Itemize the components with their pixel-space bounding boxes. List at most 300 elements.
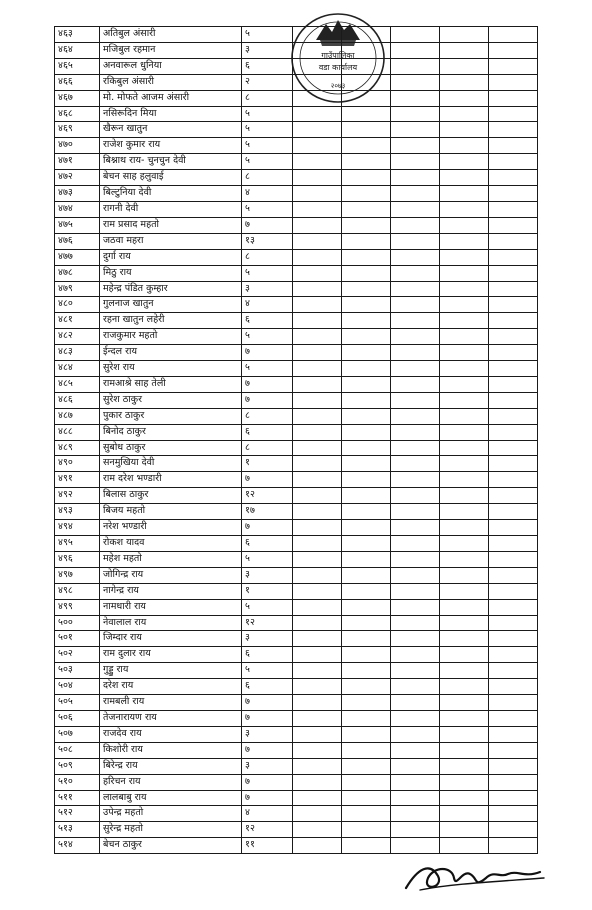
table-row — [55, 361, 538, 377]
empty-cell — [391, 599, 440, 615]
empty-cell — [391, 345, 440, 361]
empty-cell — [440, 726, 489, 742]
serial-number-cell: ५०६ — [55, 710, 100, 726]
empty-cell — [342, 504, 391, 520]
empty-cell — [293, 201, 342, 217]
table-row — [55, 774, 538, 790]
empty-cell — [489, 822, 538, 838]
serial-number-cell: ४९७ — [55, 567, 100, 583]
name-cell: किशोरी राय — [100, 742, 242, 758]
empty-cell — [489, 758, 538, 774]
empty-cell — [440, 504, 489, 520]
serial-number-cell: ५१३ — [55, 822, 100, 838]
name-cell: सुरेश ठाकुर — [100, 392, 242, 408]
serial-number-cell: ४८८ — [55, 424, 100, 440]
empty-cell — [342, 822, 391, 838]
empty-cell — [391, 170, 440, 186]
table-row — [55, 567, 538, 583]
table-row — [55, 217, 538, 233]
empty-cell — [440, 583, 489, 599]
table-row — [55, 679, 538, 695]
empty-cell — [342, 663, 391, 679]
empty-cell — [293, 838, 342, 854]
empty-cell — [293, 822, 342, 838]
quantity-cell: ३ — [242, 726, 293, 742]
empty-cell — [489, 90, 538, 106]
empty-cell — [489, 806, 538, 822]
name-cell: बेचन साह हलुवाई — [100, 170, 242, 186]
name-cell: महेन्द्र पंडित कुम्हार — [100, 281, 242, 297]
empty-cell — [293, 154, 342, 170]
name-cell: नसिरूदिन मिया — [100, 106, 242, 122]
name-cell: मजिबुल रहमान — [100, 42, 242, 58]
empty-cell — [391, 504, 440, 520]
quantity-cell: ६ — [242, 424, 293, 440]
empty-cell — [489, 488, 538, 504]
serial-number-cell: ५१० — [55, 774, 100, 790]
table-row — [55, 822, 538, 838]
empty-cell — [391, 695, 440, 711]
empty-cell — [489, 679, 538, 695]
empty-cell — [293, 249, 342, 265]
empty-cell — [293, 647, 342, 663]
empty-cell — [342, 583, 391, 599]
serial-number-cell: ४७२ — [55, 170, 100, 186]
name-cell: राजकुमार महतो — [100, 329, 242, 345]
empty-cell — [342, 599, 391, 615]
empty-cell — [440, 615, 489, 631]
table-row — [55, 313, 538, 329]
empty-cell — [489, 58, 538, 74]
serial-number-cell: ४८९ — [55, 440, 100, 456]
empty-cell — [440, 488, 489, 504]
quantity-cell: १७ — [242, 504, 293, 520]
empty-cell — [440, 424, 489, 440]
table-row — [55, 647, 538, 663]
table-row — [55, 249, 538, 265]
table-row — [55, 186, 538, 202]
empty-cell — [440, 106, 489, 122]
empty-cell — [342, 392, 391, 408]
empty-cell — [489, 138, 538, 154]
serial-number-cell: ४८१ — [55, 313, 100, 329]
empty-cell — [342, 201, 391, 217]
name-cell: लालबाबु राय — [100, 790, 242, 806]
quantity-cell: ५ — [242, 663, 293, 679]
empty-cell — [293, 790, 342, 806]
serial-number-cell: ४९६ — [55, 551, 100, 567]
quantity-cell: ३ — [242, 567, 293, 583]
empty-cell — [489, 376, 538, 392]
empty-cell — [440, 567, 489, 583]
empty-cell — [489, 408, 538, 424]
empty-cell — [342, 345, 391, 361]
name-cell: मो. मोफते आजम अंसारी — [100, 90, 242, 106]
serial-number-cell: ४९२ — [55, 488, 100, 504]
table-row — [55, 504, 538, 520]
empty-cell — [293, 392, 342, 408]
quantity-cell: ५ — [242, 265, 293, 281]
table-row — [55, 599, 538, 615]
empty-cell — [489, 265, 538, 281]
empty-cell — [342, 567, 391, 583]
empty-cell — [489, 790, 538, 806]
quantity-cell: ५ — [242, 361, 293, 377]
empty-cell — [293, 313, 342, 329]
empty-cell — [293, 58, 342, 74]
serial-number-cell: ४९४ — [55, 520, 100, 536]
quantity-cell: ७ — [242, 345, 293, 361]
empty-cell — [293, 695, 342, 711]
empty-cell — [489, 201, 538, 217]
empty-cell — [440, 265, 489, 281]
empty-cell — [440, 520, 489, 536]
empty-cell — [342, 726, 391, 742]
signature — [400, 848, 550, 898]
empty-cell — [293, 170, 342, 186]
quantity-cell: ७ — [242, 742, 293, 758]
empty-cell — [342, 456, 391, 472]
empty-cell — [489, 567, 538, 583]
empty-cell — [440, 663, 489, 679]
empty-cell — [489, 551, 538, 567]
name-cell: रागनी देवी — [100, 201, 242, 217]
name-cell: गुड्डु राय — [100, 663, 242, 679]
name-cell: नागेन्द्र राय — [100, 583, 242, 599]
quantity-cell: ६ — [242, 313, 293, 329]
empty-cell — [440, 201, 489, 217]
empty-cell — [440, 329, 489, 345]
empty-cell — [489, 695, 538, 711]
empty-cell — [489, 313, 538, 329]
empty-cell — [342, 376, 391, 392]
empty-cell — [440, 774, 489, 790]
quantity-cell: ७ — [242, 695, 293, 711]
name-cell: राजेश कुमार राय — [100, 138, 242, 154]
empty-cell — [293, 599, 342, 615]
empty-cell — [489, 536, 538, 552]
name-cell: उपेन्द्र महतो — [100, 806, 242, 822]
table-row — [55, 758, 538, 774]
empty-cell — [293, 265, 342, 281]
empty-cell — [293, 520, 342, 536]
name-cell: बेचन ठाकुर — [100, 838, 242, 854]
name-cell: बिलास ठाकुर — [100, 488, 242, 504]
empty-cell — [342, 758, 391, 774]
name-cell: बिजय महतो — [100, 504, 242, 520]
serial-number-cell: ४९९ — [55, 599, 100, 615]
empty-cell — [391, 329, 440, 345]
quantity-cell: ४ — [242, 806, 293, 822]
serial-number-cell: ५०० — [55, 615, 100, 631]
empty-cell — [391, 201, 440, 217]
empty-cell — [293, 472, 342, 488]
name-cell: सुबोध ठाकुर — [100, 440, 242, 456]
serial-number-cell: ४८० — [55, 297, 100, 313]
empty-cell — [440, 186, 489, 202]
empty-cell — [489, 42, 538, 58]
empty-cell — [440, 790, 489, 806]
empty-cell — [391, 392, 440, 408]
empty-cell — [342, 615, 391, 631]
empty-cell — [342, 217, 391, 233]
empty-cell — [293, 726, 342, 742]
serial-number-cell: ५०५ — [55, 695, 100, 711]
empty-cell — [440, 138, 489, 154]
empty-cell — [391, 472, 440, 488]
empty-cell — [440, 536, 489, 552]
empty-cell — [489, 774, 538, 790]
empty-cell — [391, 361, 440, 377]
quantity-cell: ६ — [242, 536, 293, 552]
empty-cell — [293, 106, 342, 122]
name-cell: पुकार ठाकुर — [100, 408, 242, 424]
empty-cell — [293, 551, 342, 567]
empty-cell — [391, 138, 440, 154]
table-row — [55, 583, 538, 599]
empty-cell — [293, 504, 342, 520]
quantity-cell: १३ — [242, 233, 293, 249]
name-cell: रकिबुल अंसारी — [100, 74, 242, 90]
empty-cell — [342, 233, 391, 249]
name-cell: सनमुखिया देवी — [100, 456, 242, 472]
serial-number-cell: ५०८ — [55, 742, 100, 758]
empty-cell — [293, 758, 342, 774]
serial-number-cell: ५१४ — [55, 838, 100, 854]
quantity-cell: ७ — [242, 376, 293, 392]
svg-text:गाउँपालिका: गाउँपालिका — [321, 51, 355, 60]
empty-cell — [391, 679, 440, 695]
quantity-cell: १२ — [242, 488, 293, 504]
empty-cell — [293, 186, 342, 202]
empty-cell — [391, 408, 440, 424]
serial-number-cell: ४७० — [55, 138, 100, 154]
empty-cell — [440, 551, 489, 567]
serial-number-cell: ५११ — [55, 790, 100, 806]
name-cell: अनवारूल धुनिया — [100, 58, 242, 74]
empty-cell — [391, 58, 440, 74]
empty-cell — [391, 90, 440, 106]
name-cell: राजदेव राय — [100, 726, 242, 742]
empty-cell — [440, 27, 489, 43]
table-row — [55, 376, 538, 392]
empty-cell — [440, 695, 489, 711]
empty-cell — [293, 806, 342, 822]
name-cell: सुरेन्द्र महतो — [100, 822, 242, 838]
empty-cell — [342, 488, 391, 504]
empty-cell — [391, 631, 440, 647]
empty-cell — [440, 631, 489, 647]
quantity-cell: ५ — [242, 599, 293, 615]
empty-cell — [391, 615, 440, 631]
empty-cell — [489, 170, 538, 186]
table-row — [55, 281, 538, 297]
empty-cell — [342, 138, 391, 154]
quantity-cell: ५ — [242, 27, 293, 43]
quantity-cell: ८ — [242, 170, 293, 186]
empty-cell — [440, 742, 489, 758]
empty-cell — [489, 504, 538, 520]
serial-number-cell: ४७९ — [55, 281, 100, 297]
empty-cell — [489, 631, 538, 647]
table-row — [55, 170, 538, 186]
quantity-cell: ७ — [242, 774, 293, 790]
table-row — [55, 106, 538, 122]
table-row — [55, 631, 538, 647]
quantity-cell: ५ — [242, 201, 293, 217]
quantity-cell: ४ — [242, 186, 293, 202]
empty-cell — [293, 361, 342, 377]
empty-cell — [440, 806, 489, 822]
serial-number-cell: ४९३ — [55, 504, 100, 520]
empty-cell — [342, 313, 391, 329]
serial-number-cell: ४६९ — [55, 122, 100, 138]
table-row — [55, 488, 538, 504]
empty-cell — [489, 615, 538, 631]
table-row — [55, 201, 538, 217]
empty-cell — [342, 551, 391, 567]
quantity-cell: ५ — [242, 138, 293, 154]
empty-cell — [391, 488, 440, 504]
table-row — [55, 520, 538, 536]
quantity-cell: ६ — [242, 679, 293, 695]
empty-cell — [293, 27, 342, 43]
name-cell: महेश महतो — [100, 551, 242, 567]
quantity-cell: १२ — [242, 822, 293, 838]
empty-cell — [489, 392, 538, 408]
quantity-cell: ८ — [242, 249, 293, 265]
empty-cell — [489, 599, 538, 615]
quantity-cell: ७ — [242, 392, 293, 408]
quantity-cell: ३ — [242, 631, 293, 647]
empty-cell — [391, 806, 440, 822]
empty-cell — [342, 281, 391, 297]
empty-cell — [342, 536, 391, 552]
empty-cell — [342, 742, 391, 758]
empty-cell — [440, 456, 489, 472]
table-row — [55, 297, 538, 313]
name-cell: राम दुलार राय — [100, 647, 242, 663]
empty-cell — [440, 392, 489, 408]
empty-cell — [342, 679, 391, 695]
table-row — [55, 265, 538, 281]
empty-cell — [342, 774, 391, 790]
empty-cell — [293, 329, 342, 345]
empty-cell — [293, 281, 342, 297]
empty-cell — [489, 663, 538, 679]
empty-cell — [391, 376, 440, 392]
empty-cell — [293, 297, 342, 313]
empty-cell — [440, 758, 489, 774]
empty-cell — [391, 742, 440, 758]
empty-cell — [293, 90, 342, 106]
empty-cell — [342, 297, 391, 313]
empty-cell — [293, 456, 342, 472]
quantity-cell: ३ — [242, 758, 293, 774]
empty-cell — [293, 774, 342, 790]
empty-cell — [489, 154, 538, 170]
empty-cell — [440, 217, 489, 233]
empty-cell — [342, 472, 391, 488]
table-row — [55, 790, 538, 806]
name-cell: जिम्दार राय — [100, 631, 242, 647]
empty-cell — [489, 520, 538, 536]
quantity-cell: ६ — [242, 647, 293, 663]
empty-cell — [342, 361, 391, 377]
table-row — [55, 742, 538, 758]
empty-cell — [391, 233, 440, 249]
empty-cell — [440, 710, 489, 726]
empty-cell — [293, 615, 342, 631]
name-cell: राम दरेश भण्डारी — [100, 472, 242, 488]
empty-cell — [342, 265, 391, 281]
empty-cell — [440, 74, 489, 90]
name-cell: रामबली राय — [100, 695, 242, 711]
empty-cell — [489, 361, 538, 377]
quantity-cell: ३ — [242, 281, 293, 297]
empty-cell — [440, 154, 489, 170]
serial-number-cell: ४८२ — [55, 329, 100, 345]
empty-cell — [293, 663, 342, 679]
quantity-cell: ५ — [242, 551, 293, 567]
serial-number-cell: ५०१ — [55, 631, 100, 647]
empty-cell — [342, 408, 391, 424]
name-cell: बिल्टुनिया देवी — [100, 186, 242, 202]
quantity-cell: ११ — [242, 838, 293, 854]
empty-cell — [440, 313, 489, 329]
name-cell: बिरेन्द्र राय — [100, 758, 242, 774]
empty-cell — [342, 122, 391, 138]
name-cell: मिठु राय — [100, 265, 242, 281]
empty-cell — [342, 631, 391, 647]
empty-cell — [293, 424, 342, 440]
quantity-cell: ५ — [242, 122, 293, 138]
empty-cell — [391, 424, 440, 440]
empty-cell — [440, 249, 489, 265]
empty-cell — [391, 74, 440, 90]
empty-cell — [440, 599, 489, 615]
empty-cell — [342, 806, 391, 822]
table-row — [55, 424, 538, 440]
serial-number-cell: ५०९ — [55, 758, 100, 774]
empty-cell — [391, 154, 440, 170]
empty-cell — [489, 424, 538, 440]
serial-number-cell: ४६५ — [55, 58, 100, 74]
name-cell: बिनोद ठाकुर — [100, 424, 242, 440]
table-row — [55, 27, 538, 43]
table-row — [55, 710, 538, 726]
quantity-cell: ६ — [242, 58, 293, 74]
empty-cell — [440, 361, 489, 377]
empty-cell — [489, 122, 538, 138]
empty-cell — [440, 440, 489, 456]
name-cell: नामधारी राय — [100, 599, 242, 615]
empty-cell — [391, 456, 440, 472]
empty-cell — [293, 74, 342, 90]
serial-number-cell: ४९८ — [55, 583, 100, 599]
name-cell: ईन्दल राय — [100, 345, 242, 361]
table-row — [55, 456, 538, 472]
serial-number-cell: ४७४ — [55, 201, 100, 217]
empty-cell — [391, 663, 440, 679]
serial-number-cell: ४६४ — [55, 42, 100, 58]
empty-cell — [489, 726, 538, 742]
empty-cell — [293, 536, 342, 552]
name-cell: जोगिन्द्र राय — [100, 567, 242, 583]
empty-cell — [440, 90, 489, 106]
table-row — [55, 90, 538, 106]
empty-cell — [293, 631, 342, 647]
